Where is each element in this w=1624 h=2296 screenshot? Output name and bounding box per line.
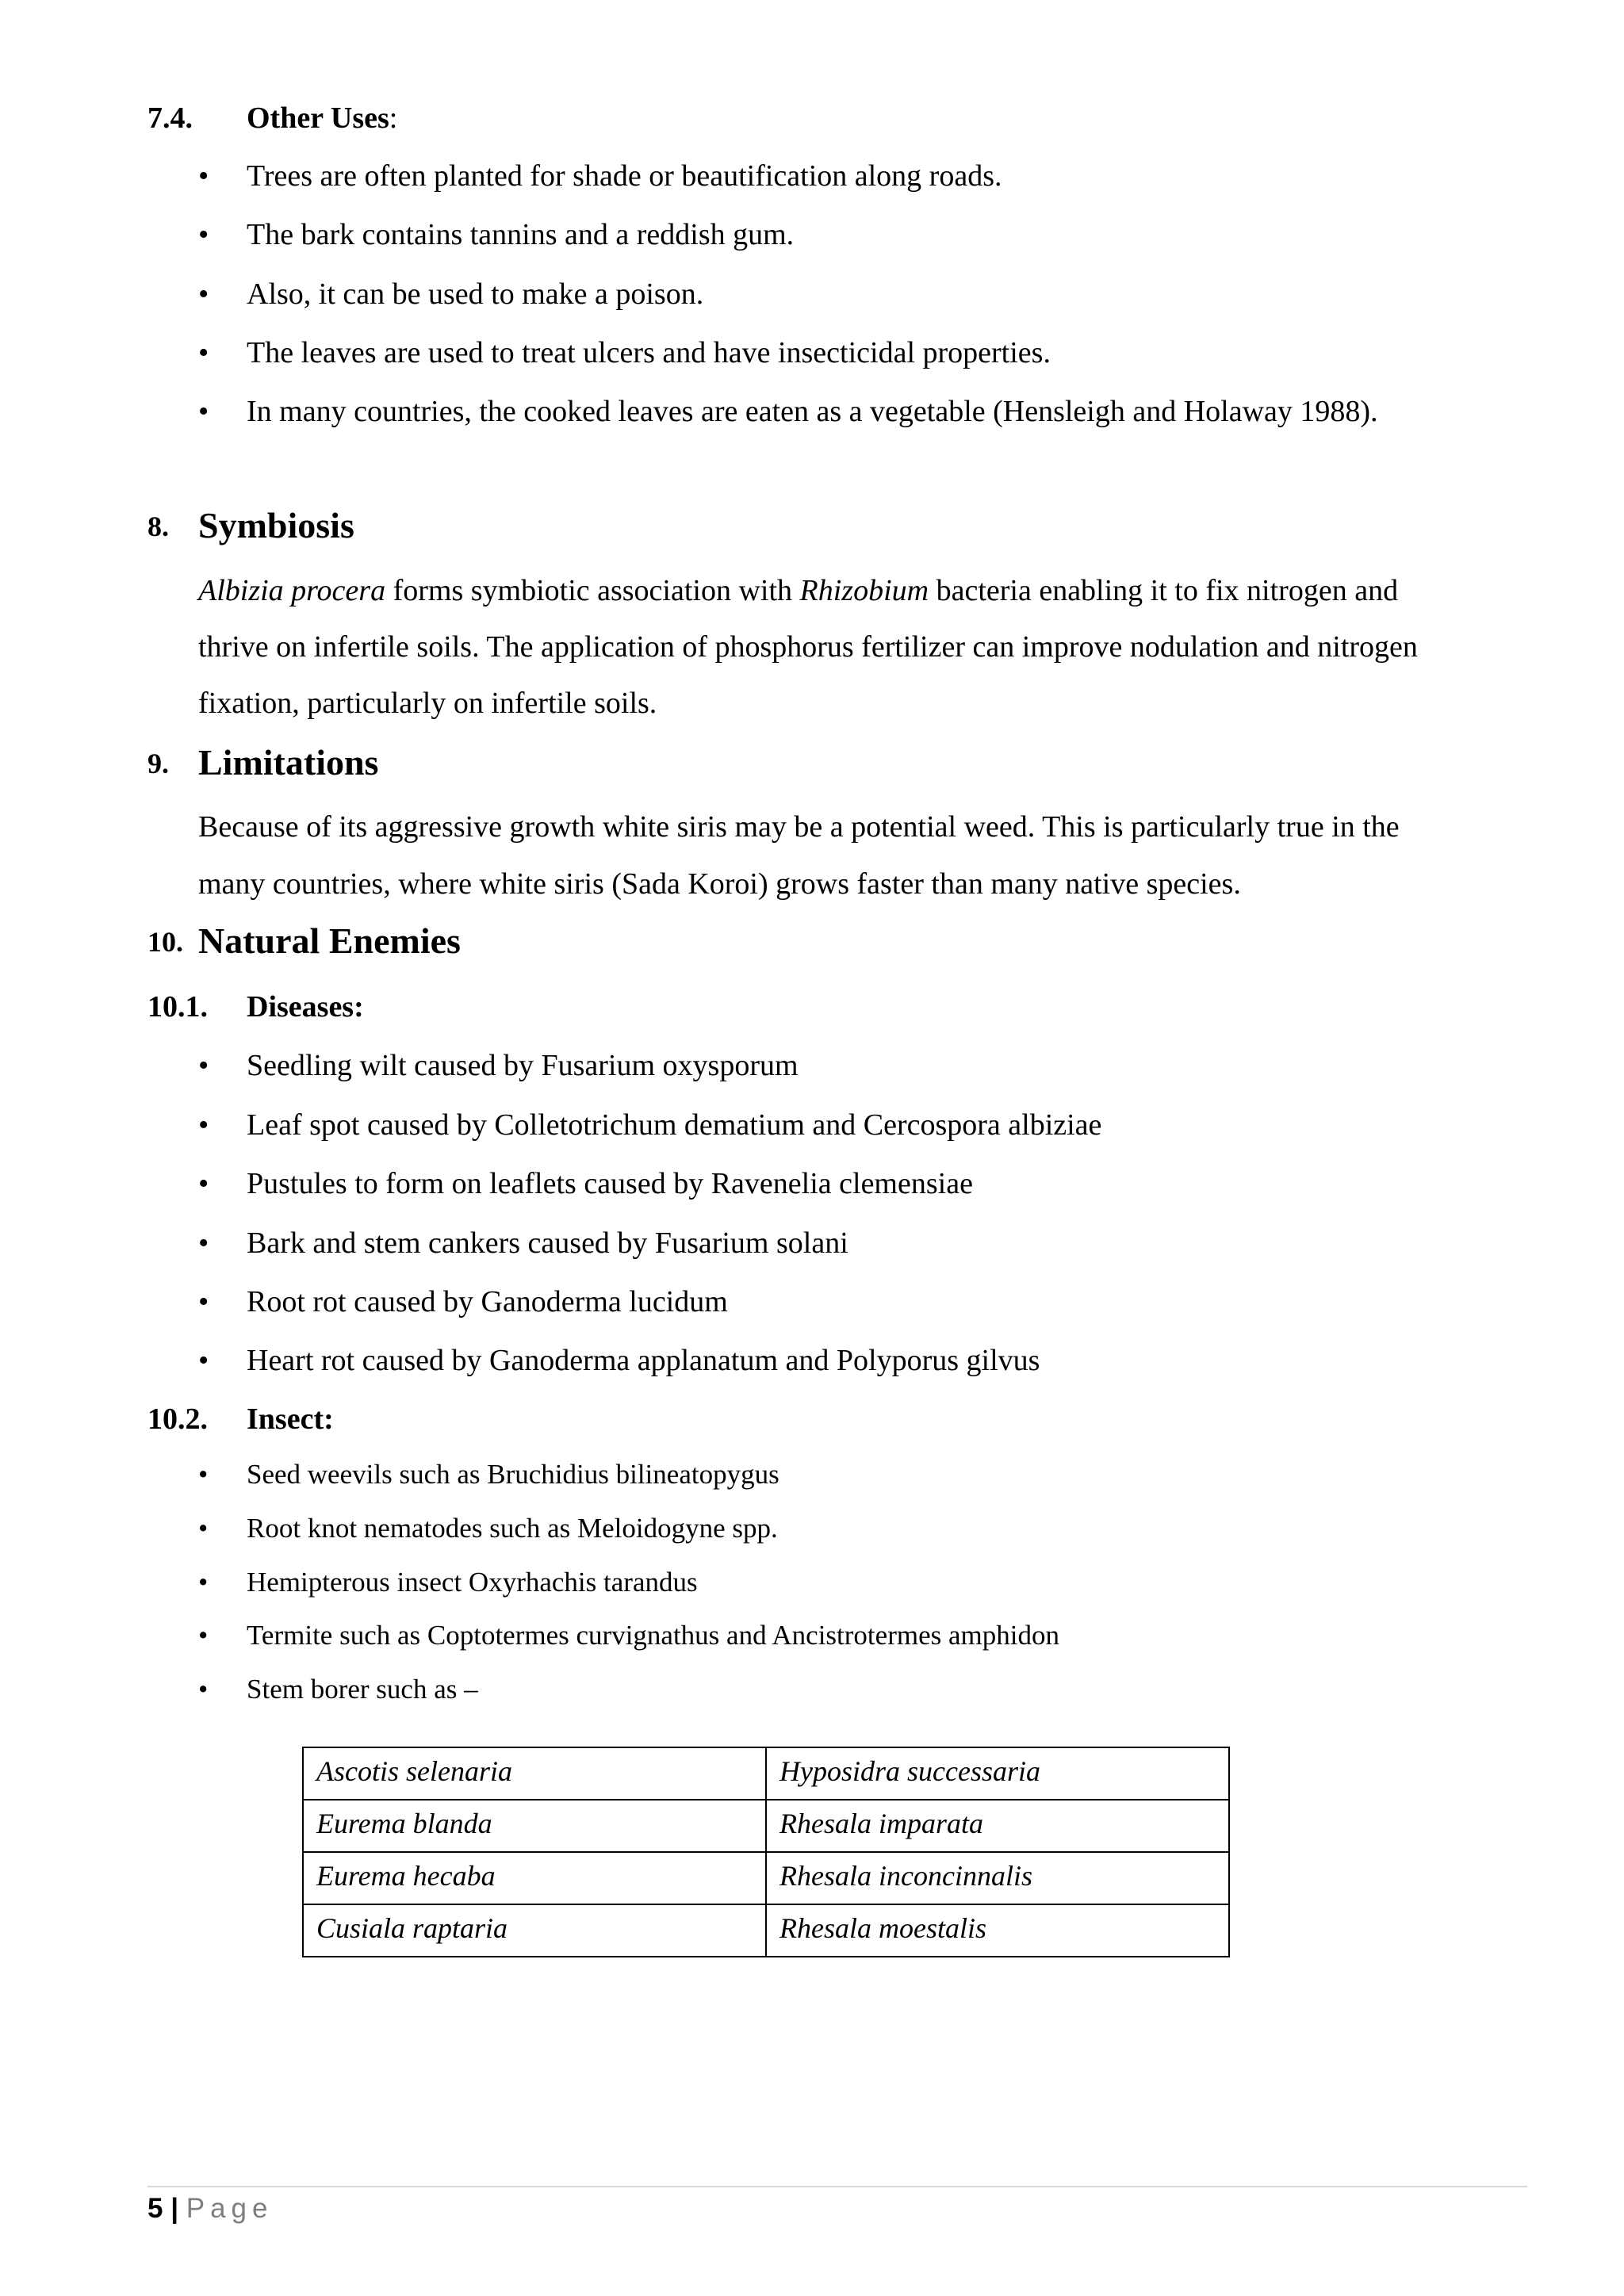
section-title-diseases: Diseases:	[247, 990, 364, 1024]
footer-separator: |	[170, 2193, 178, 2224]
table-cell: Cusiala raptaria	[303, 1904, 766, 1957]
table-cell: Rhesala imparata	[766, 1800, 1229, 1852]
table-row	[303, 1852, 1229, 1904]
bullet-glyph: •	[198, 1167, 209, 1200]
table-row	[303, 1904, 1229, 1957]
bullet-glyph: •	[198, 1459, 209, 1490]
list-item: Leaf spot caused by Colletotrichum dematium and Cercospora albiziae	[247, 1108, 1102, 1142]
list-item: Seed weevils such as Bruchidius bilineatopygus	[247, 1459, 779, 1490]
section-number-10-1: 10.1.	[147, 990, 208, 1024]
list-item: Stem borer such as –	[247, 1674, 478, 1705]
section-number-10: 10.	[147, 926, 183, 958]
bullet-glyph: •	[198, 1108, 209, 1142]
section-title-limitations: Limitations	[198, 742, 379, 783]
bullet-glyph: •	[198, 336, 209, 369]
bullet-glyph: •	[198, 395, 209, 428]
footer-divider	[147, 2186, 1527, 2187]
paragraph-line: Albizia procera forms symbiotic association with Rhizobium bacteria enabling it to fix nitrogen and	[198, 574, 1399, 607]
list-item: Root knot nematodes such as Meloidogyne spp.	[247, 1513, 778, 1544]
section-number-10-2: 10.2.	[147, 1402, 208, 1436]
bullet-glyph: •	[198, 159, 209, 193]
bullet-glyph: •	[198, 218, 209, 251]
list-item: Heart rot caused by Ganoderma applanatum and Polyporus gilvus	[247, 1344, 1040, 1377]
list-item: Bark and stem cankers caused by Fusarium solani	[247, 1226, 848, 1260]
table-cell: Ascotis selenaria	[303, 1747, 766, 1800]
section-number-8: 8.	[147, 511, 169, 542]
bullet-glyph: •	[198, 1620, 209, 1651]
bullet-glyph: •	[198, 1513, 209, 1544]
page-label: Page	[186, 2193, 274, 2224]
list-item: Termite such as Coptotermes curvignathus and Ancistrotermes amphidon	[247, 1620, 1059, 1651]
paragraph-line: thrive on infertile soils. The application of phosphorus fertilizer can improve nodulation and nitrogen	[198, 630, 1418, 664]
list-item: Pustules to form on leaflets caused by Ravenelia clemensiae	[247, 1167, 973, 1200]
list-item: Hemipterous insect Oxyrhachis tarandus	[247, 1567, 698, 1598]
list-item: The bark contains tannins and a reddish gum.	[247, 218, 795, 251]
table-cell: Eurema hecaba	[303, 1852, 766, 1904]
table-row	[303, 1800, 1229, 1852]
paragraph-line: Because of its aggressive growth white siris may be a potential weed. This is particularly true in the	[198, 810, 1400, 844]
table-row	[303, 1747, 1229, 1800]
bullet-glyph: •	[198, 1344, 209, 1377]
bullet-glyph: •	[198, 1049, 209, 1082]
bullet-glyph: •	[198, 1285, 209, 1318]
table-cell: Rhesala inconcinnalis	[766, 1852, 1229, 1904]
list-item: Seedling wilt caused by Fusarium oxysporum	[247, 1049, 799, 1082]
list-item: Also, it can be used to make a poison.	[247, 277, 704, 311]
paragraph-line: many countries, where white siris (Sada Koroi) grows faster than many native species.	[198, 867, 1241, 901]
section-title-other-uses: Other Uses:	[247, 101, 398, 135]
bullet-glyph: •	[198, 277, 209, 311]
list-item: The leaves are used to treat ulcers and have insecticidal properties.	[247, 336, 1051, 369]
bullet-glyph: •	[198, 1567, 209, 1598]
list-item: Trees are often planted for shade or beautification along roads.	[247, 159, 1002, 193]
table-cell: Rhesala moestalis	[766, 1904, 1229, 1957]
bullet-glyph: •	[198, 1674, 209, 1705]
list-item: In many countries, the cooked leaves are eaten as a vegetable (Hensleigh and Holaway 1988).	[247, 395, 1378, 428]
section-number-9: 9.	[147, 748, 169, 779]
section-number-7-4: 7.4.	[147, 101, 193, 135]
paragraph-line: fixation, particularly on infertile soils.	[198, 687, 657, 720]
page-footer	[147, 2193, 273, 2225]
bullet-glyph: •	[198, 1226, 209, 1260]
table-cell: Eurema blanda	[303, 1800, 766, 1852]
table-cell: Hyposidra successaria	[766, 1747, 1229, 1800]
section-title-natural-enemies: Natural Enemies	[198, 920, 461, 961]
section-title-insect: Insect:	[247, 1402, 334, 1436]
stem-borer-table	[302, 1747, 1230, 1957]
list-item: Root rot caused by Ganoderma lucidum	[247, 1285, 728, 1318]
section-title-symbiosis: Symbiosis	[198, 505, 354, 545]
page-number: 5	[147, 2193, 163, 2224]
